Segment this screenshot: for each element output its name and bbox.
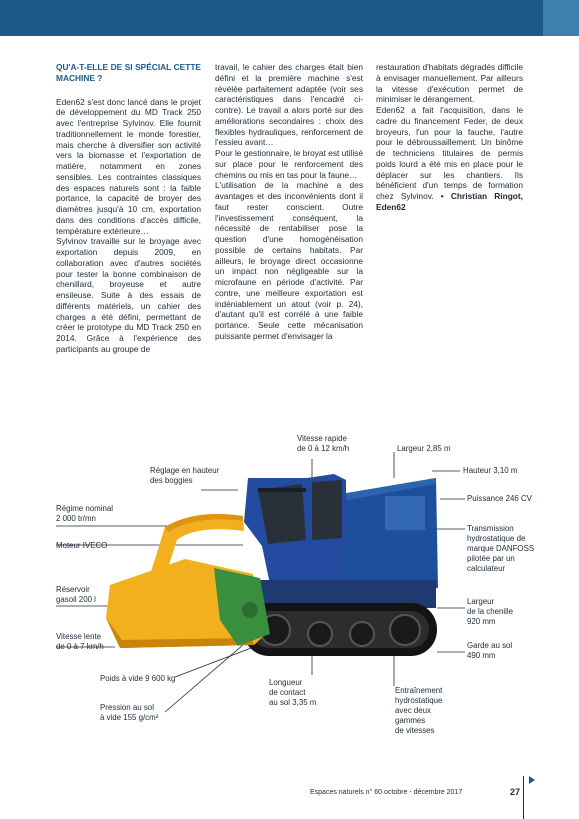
page-number: 27 <box>510 787 521 797</box>
annotation-reglage-boggies: Réglage en hauteur des boggies <box>150 466 220 485</box>
paragraph-text: Eden62 a fait l'acquisition, dans le cadre du financement Feder, de deux broyeurs, l'un pour la fauche, l'autre pour le débroussaillement. Un binôme de techniciens titulaires de permis poids lourd a été mis en place pour le déplacer sur les chantiers. Ils bénéficient d'un temps de formation chez Sylvinov. <box>376 105 523 201</box>
annotation-largeur-chenille: Largeur de la chenille 920 mm <box>467 597 514 626</box>
annotation-regime-nominal: Régime nominal 2 000 tr/mn <box>56 504 114 523</box>
annotation-entrainement: Entraînement hydrostatique avec deux gammes de vitesses <box>395 686 443 735</box>
article-column-3 <box>376 62 523 213</box>
annotation-largeur: Largeur 2,85 m <box>397 444 451 453</box>
footer-divider <box>523 776 524 819</box>
annotation-pression-au-sol: Pression au sol à vide 155 g/cm² <box>100 703 159 722</box>
header-bar <box>0 0 579 36</box>
annotation-moteur: Moteur IVECO <box>56 541 108 550</box>
article-column-2 <box>215 62 363 342</box>
annotation-transmission: Transmission hydrostatique de marque DANFOSS pilotée par un calculateur <box>467 524 535 573</box>
footer-issue: Espaces naturels n° 60 octobre - décembre 2017 <box>310 789 463 796</box>
paragraph: L'utilisation de la machine a des avantages et des inconvénients dont il faut rester conscient. Outre l'investissement conséquent, la nécessité de rentabiliser pose la question d'une homogénéisation possible de certains habitats. Par ailleurs, le broyage direct occasionne un impact non négligeable sur la microfaune en période d'activité. Par contre, une meilleure exportation est indéniablement un atout (voir p. 24), d'autant qu'il est corrélé à une faible portance. Seule cette mécanisation puissante permet d'envisager la <box>215 180 363 341</box>
author-signoff: • Christian Ringot, Eden62 <box>376 191 523 212</box>
paragraph: travail, le cahier des charges était bien défini et la première machine s'est révélée parfaitement adaptée (voir ses caractéristiques dans l'encadré ci-contre). Le travail a alors porté sur des améliorations secondaires : choix des flexibles hydrauliques, renforcement de l'essieu avant… <box>215 62 363 148</box>
paragraph: Sylvinov travaille sur le broyage avec exportation depuis 2009, en collaboration avec d'autres sociétés pour tester la bonne combinaison de chenillard, broyeuse et autre ensileuse. Suite à des essais de différents matériels, un cahier des charges a été défini, permettant de créer le prototype du MD Track 250 en 2014. Grâce à l'expérience des participants au groupe de <box>56 236 201 354</box>
next-arrow-icon <box>529 776 535 784</box>
annotation-longueur-contact: Longueur de contact au sol 3,35 m <box>269 678 317 707</box>
annotation-hauteur: Hauteur 3,10 m <box>463 466 518 475</box>
annotation-puissance: Puissance 246 CV <box>467 494 532 503</box>
annotation-reservoir: Réservoir gasoil 200 l <box>56 585 96 604</box>
article-column-1 <box>56 62 201 355</box>
annotation-poids: Poids à vide 9 600 kg <box>100 674 176 683</box>
annotation-garde-au-sol: Garde au sol 490 mm <box>467 641 513 660</box>
header-tab <box>543 0 579 36</box>
paragraph <box>376 105 523 213</box>
annotation-vitesse-lente: Vitesse lente de 0 à 7 km/h <box>56 632 104 651</box>
paragraph: restauration d'habitats dégradés difficile à envisager manuellement. Par ailleurs la vitesse d'exécution permet de minimiser le dérangement. <box>376 62 523 105</box>
annotation-vitesse-rapide: Vitesse rapide de 0 à 12 km/h <box>297 434 350 453</box>
paragraph: Eden62 s'est donc lancé dans le projet de développement du MD Track 250 avec l'entreprise Sylvinov. Elle fournit traditionnellement le monde forestier, mais cherche à diversifier son activité vers la biomasse et l'exportation de matière, notamment en zones sensibles. Les contraintes classiques des espaces naturels sont : la faible portance, la capacité de broyer des diamètres jusqu'à 10 cm, exportation dans des conditions d'accès difficile, température extérieure… <box>56 96 201 236</box>
article-heading: QU'A-T-ELLE DE SI SPÉCIAL CETTE MACHINE ? <box>56 62 201 83</box>
paragraph: Pour le gestionnaire, le broyat est utilisé sur place pour le renforcement des chemins ou mis en tas pour la faune… <box>215 148 363 180</box>
